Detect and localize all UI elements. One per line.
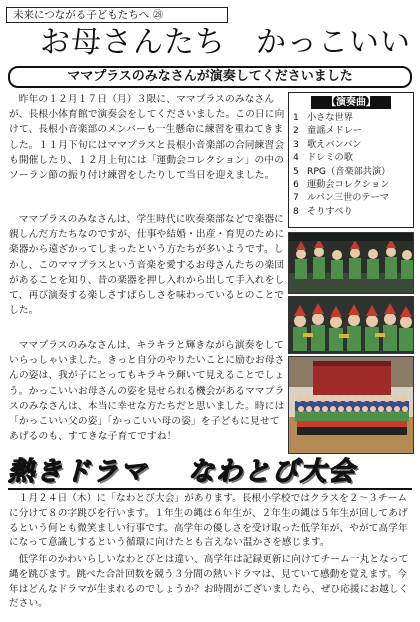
song-name: そりすべり	[307, 205, 353, 217]
drama-title-part2: なわとび大会	[188, 457, 357, 487]
song-name: ドレミの歌	[307, 152, 353, 164]
song-item	[293, 111, 409, 124]
sub-headline-banner: ママプラスのみなさんが演奏してくださいました	[8, 66, 412, 88]
gym-group-photo	[288, 356, 414, 454]
performers-photo-icon	[289, 297, 414, 354]
song-number: 7	[293, 192, 299, 204]
song-number: 2	[293, 125, 299, 137]
drama-title-part1: 熱きドラマ	[8, 457, 149, 487]
performers-photo-1	[288, 232, 414, 294]
song-name: 歌えバンバン	[307, 138, 362, 150]
gym-group-photo-icon	[289, 357, 414, 454]
song-number: 8	[293, 205, 299, 217]
performers-photo-icon	[289, 233, 414, 294]
series-label: 未来につながる子どもたちへ ㉘	[6, 7, 228, 23]
article-paragraph-5: 低学年のかわいらしいなわとびとは違い、高学年は記録更新に向けてチーム一丸となって縄を跳びます。跳べた合計回数を競う３分間の熱いドラマは、見ていて感動を覚えます。今年はどんなドラマが生まれるのでしょうか？お時間がございましたら、ぜひ応援にお越しください。	[9, 554, 409, 610]
song-item	[293, 151, 409, 164]
article-paragraph-1: 昨年の１２月１７日（月）３限に、ママプラスのみなさんが、長根小体育館で演奏会をしてくださいました。この日に向けて、長根小音楽部のメンバーも一生懸命に練習を重ねてきました。１１月下旬にはママプラスと長根小音楽部の合同練習会も開催したり、１２月上旬には「運動会コレクション」の中のソーラン節の振り付け練習をしたりして当日を迎えました。	[9, 94, 285, 182]
article-paragraph-2: ママプラスのみなさんは、学生時代に吹奏楽部などで楽器に親しんだ方たちなのですが、仕事や結婚・出産・育児のために楽器から遠ざかってしまったという方たちが多いようです。しかし、このママプラスという音楽を愛するお母さんたちの楽団があることを知り、昔の楽器を押し入れから出して手入れをして、再び演奏する楽しさすばらしさを味わっているとのことでした。	[9, 214, 285, 317]
song-list	[293, 111, 409, 218]
song-item	[293, 165, 409, 178]
song-list-box	[288, 92, 414, 228]
performers-photo-2	[288, 296, 414, 354]
section-divider	[8, 488, 412, 490]
song-item	[293, 178, 409, 191]
song-name: 小さな世界	[307, 112, 353, 123]
song-item	[293, 191, 409, 204]
song-number: 3	[293, 138, 299, 150]
page-headline	[40, 25, 411, 60]
song-list-title: 【演奏曲】	[311, 96, 391, 109]
song-item	[293, 205, 409, 218]
song-number: 4	[293, 152, 299, 164]
headline-part2: かっこいい	[256, 25, 411, 60]
drama-section-title	[8, 457, 412, 487]
song-item	[293, 138, 409, 151]
song-number: 6	[293, 179, 299, 191]
song-number: 5	[293, 165, 299, 177]
song-name: RPG（音楽部共演）	[307, 165, 391, 177]
song-number: 1	[293, 112, 299, 123]
song-name: 運動会コレクション	[307, 179, 390, 191]
article-paragraph-4: １月２４日（木）に「なわとび大会」があります。長根小学校ではクラスを２～３チームに分けて８の字跳びを行います。１年生の縄は６年生が、２年生の縄は５年生が回してあげるという何とも微笑ましい行事です。高学年の優しさを受け取った低学年が、やがて高学年になって意識しするという循環に向けたとも言えない温かさを感じます。	[9, 493, 408, 549]
song-item	[293, 124, 409, 137]
article-paragraph-3: ママプラスのみなさんは、キラキラと輝きながら演奏をしていらっしゃいました。きっと自分のやりたいことに励むお母さんの姿は、我が子にとってもキラキラ輝いて見えることでしょう。かっこいいお母さんの姿を見せられる機会があるママプラスのみなさんは、本当に幸せな方たちだと思いました。時には「かっこいい父の姿」「かっこいい母の姿」を子どもに見せてあげるのも、すてきな子育てですね！	[9, 340, 285, 443]
song-name: 童謡メドレー	[307, 125, 363, 137]
song-name: ルパン三世のテーマ	[307, 192, 390, 204]
headline-part1: お母さんたち	[40, 25, 226, 60]
